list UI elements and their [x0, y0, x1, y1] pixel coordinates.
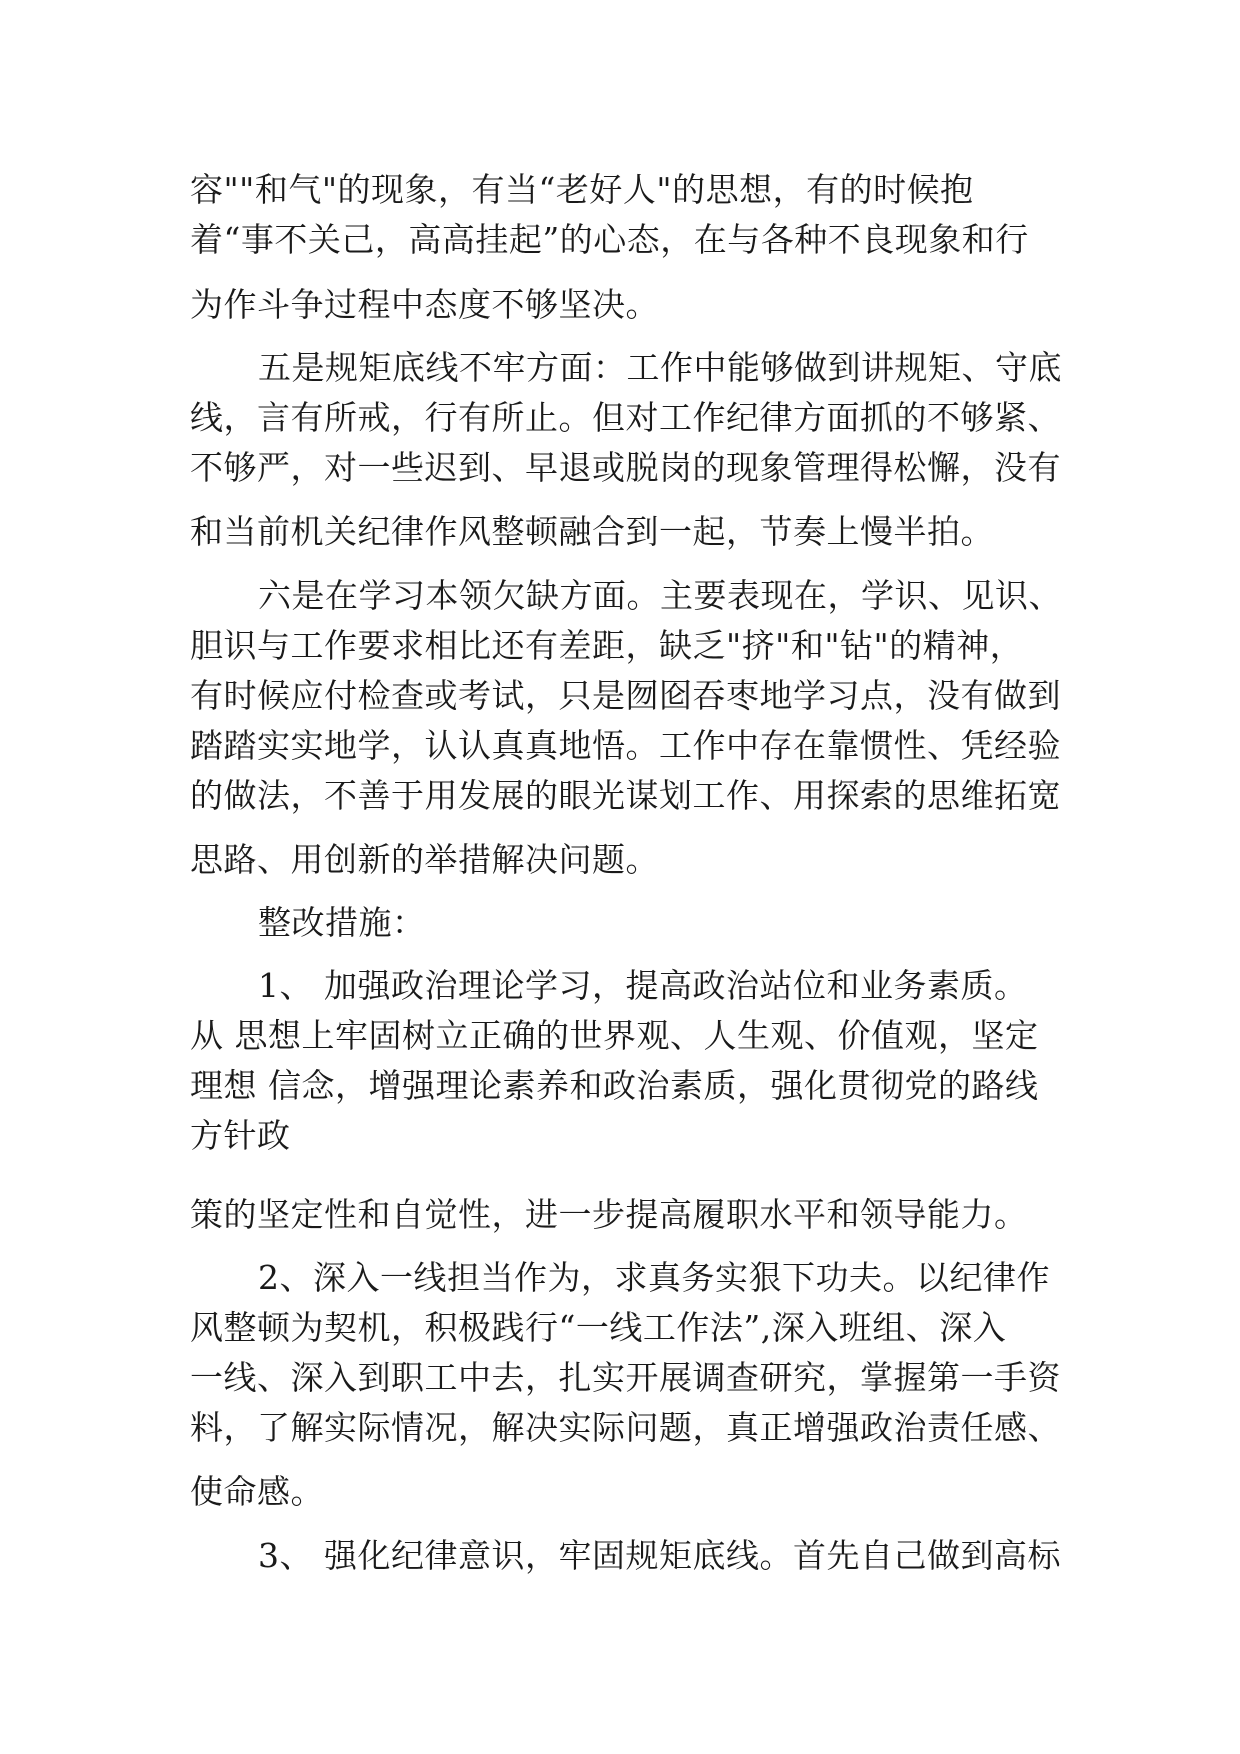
text-line: 一线、深入到职工中去，扎实开展调查研究，掌握第一手资: [190, 1358, 1061, 1397]
list-item-start-line: 3、 强化纪律意识，牢固规矩底线。首先自己做到高标: [258, 1536, 1061, 1575]
text-line: 风整顿为契机，积极践行“一线工作法”,深入班组、深入: [190, 1308, 1007, 1347]
paragraph-start-line: 五是规矩底线不牢方面：工作中能够做到讲规矩、守底: [258, 348, 1062, 387]
text-line: 料，了解实际情况，解决实际问题，真正增强政治责任感、: [190, 1408, 1061, 1447]
text-line: 着“事不关己，高高挂起”的心态，在与各种不良现象和行: [190, 220, 1029, 259]
text-line: 不够严，对一些迟到、早退或脱岗的现象管理得松懈，没有: [190, 448, 1061, 487]
text-line: 有时候应付检查或考试，只是囫囵吞枣地学习点，没有做到: [190, 676, 1061, 715]
text-line: 和当前机关纪律作风整顿融合到一起，节奏上慢半拍。: [190, 512, 994, 551]
text-line: 思路、用创新的举措解决问题。: [190, 840, 659, 879]
text-line: 方针政: [190, 1116, 291, 1155]
list-item-start-line: 2、深入一线担当作为，求真务实狠下功夫。以纪律作: [258, 1258, 1050, 1297]
text-line: 从 思想上牢固树立正确的世界观、人生观、价值观，坚定: [190, 1016, 1039, 1055]
text-line: 胆识与工作要求相比还有差距，缺乏"挤"和"钻"的精神，: [190, 626, 1024, 665]
text-line: 策的坚定性和自觉性，进一步提高履职水平和领导能力。: [190, 1195, 1028, 1234]
text-line: 的做法，不善于用发展的眼光谋划工作、用探索的思维拓宽: [190, 776, 1061, 815]
paragraph-start-line: 六是在学习本领欠缺方面。主要表现在，学识、见识、: [258, 576, 1062, 615]
text-line: 为作斗争过程中态度不够坚决。: [190, 285, 659, 324]
text-line: 线，言有所戒，行有所止。但对工作纪律方面抓的不够紧、: [190, 398, 1061, 437]
list-item-start-line: 1、 加强政治理论学习，提高政治站位和业务素质。: [258, 966, 1028, 1005]
text-line: 使命感。: [190, 1472, 324, 1511]
section-heading: 整改措施：: [258, 903, 426, 942]
text-line: 容""和气"的现象，有当“老好人"的思想，有的时候抱: [190, 170, 974, 209]
text-line: 踏踏实实地学，认认真真地悟。工作中存在靠惯性、凭经验: [190, 726, 1061, 765]
text-line: 理想 信念，增强理论素养和政治素质，强化贯彻党的路线: [190, 1066, 1039, 1105]
